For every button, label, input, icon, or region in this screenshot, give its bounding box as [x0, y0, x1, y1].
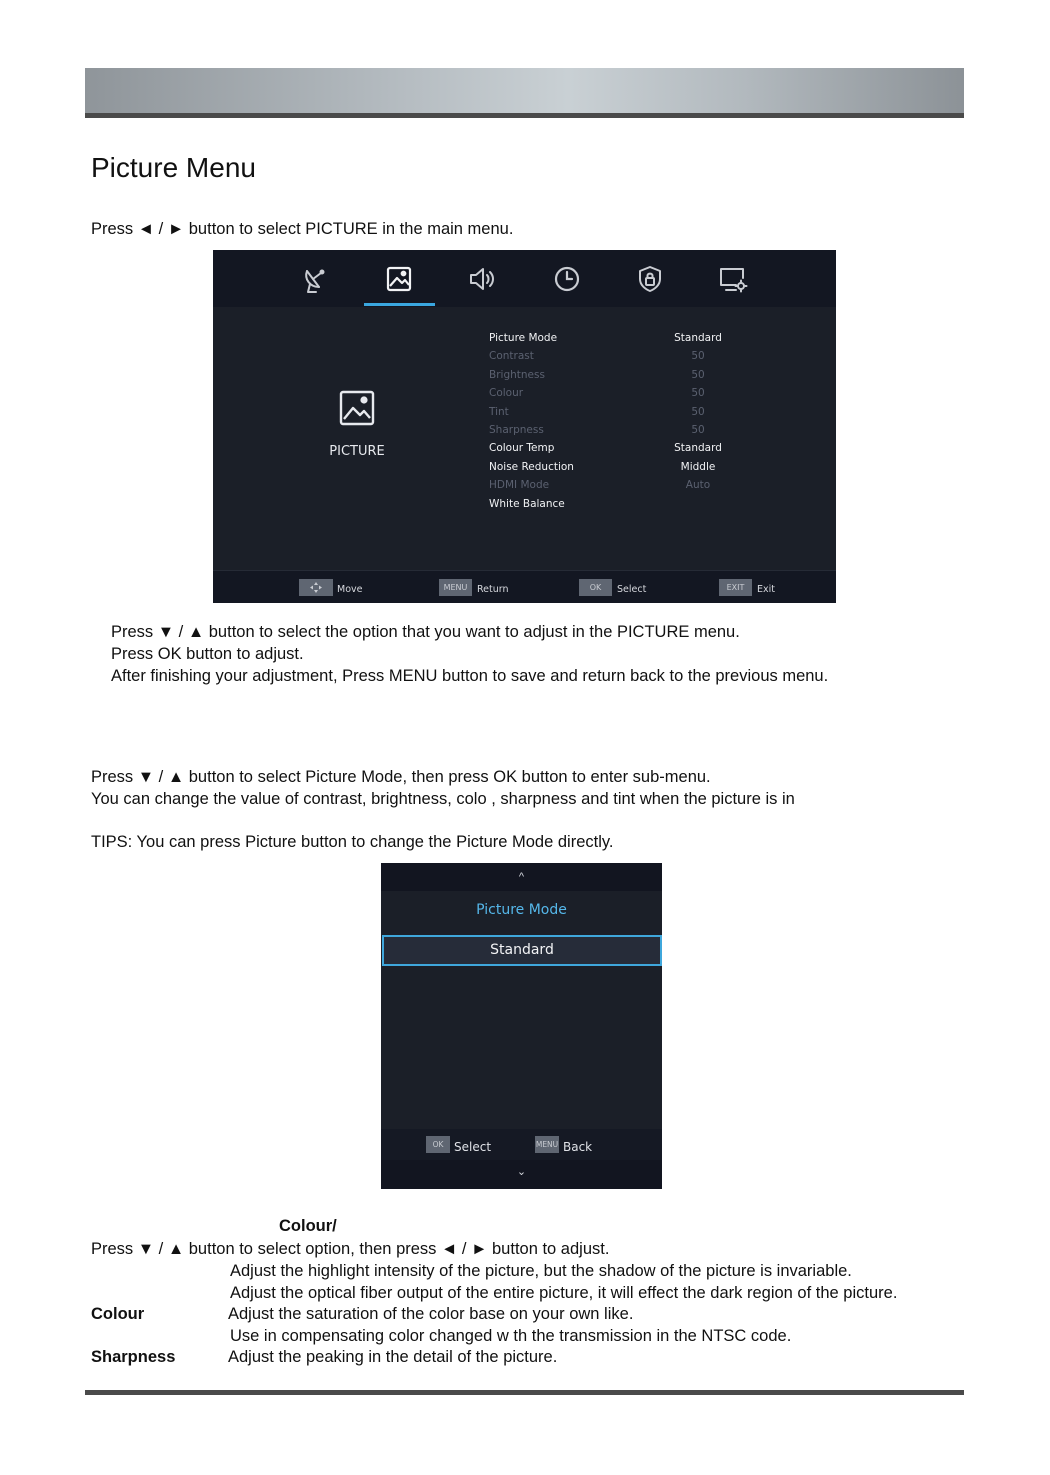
active-tab-indicator: [364, 303, 435, 306]
section-label: PICTURE: [329, 444, 385, 459]
select-label: Select: [617, 584, 647, 595]
submenu-footer: [381, 1129, 662, 1160]
colour-heading: Colour/: [279, 1217, 337, 1235]
scroll-up-caret[interactable]: ^: [518, 871, 525, 883]
back-label: Back: [563, 1140, 593, 1154]
step-2: Press OK button to adjust.: [111, 645, 304, 663]
menu-value-colour-temp: Standard: [674, 442, 722, 454]
intro-text: Press ◄ / ► button to select PICTURE in the main menu.: [91, 220, 514, 238]
picture-mode-submenu-screenshot: [381, 863, 662, 1189]
move-label: Move: [337, 584, 363, 595]
definition-text-colour: Adjust the saturation of the color base on your own like.: [228, 1305, 634, 1323]
definition-term-sharpness: Sharpness: [91, 1348, 176, 1366]
ok-key[interactable]: OK: [426, 1136, 450, 1153]
menu-item-colour: Colour: [489, 387, 524, 399]
lock-shield-icon[interactable]: [633, 262, 667, 296]
menu-value-picture-mode: Standard: [674, 332, 722, 344]
move-arrows-icon: [299, 579, 333, 596]
footer-divider: [85, 1390, 964, 1395]
satellite-dish-icon[interactable]: [299, 262, 333, 296]
menu-value-hdmi-mode: Auto: [685, 479, 711, 491]
page-title: Picture Menu: [91, 152, 256, 183]
step-1: Press ▼ / ▲ button to select the option that you want to adjust in the PICTURE menu.: [111, 623, 740, 641]
menu-key[interactable]: MENU: [439, 579, 472, 596]
picture-mode-note: You can change the value of contrast, brightness, colo , sharpness and tint when the picture is in: [91, 790, 795, 808]
speaker-icon[interactable]: [466, 262, 500, 296]
scroll-down-caret[interactable]: ⌄: [516, 1166, 527, 1178]
menu-value-brightness: 50: [691, 369, 705, 381]
menu-item-sharpness: Sharpness: [489, 424, 544, 436]
definition-text-sharpness: Adjust the peaking in the detail of the picture.: [228, 1348, 558, 1366]
menu-value-contrast: 50: [691, 350, 705, 362]
menu-footer: [213, 570, 836, 603]
ok-key[interactable]: OK: [579, 579, 612, 596]
header-divider: [85, 113, 964, 118]
menu-key[interactable]: MENU: [535, 1136, 559, 1153]
picture-icon: [339, 390, 375, 426]
menu-item-tint: Tint: [489, 406, 509, 418]
move-key: [299, 579, 333, 596]
menu-value-noise-reduction: Middle: [680, 461, 716, 473]
step-3: After finishing your adjustment, Press MENU button to save and return back to the previous menu.: [111, 667, 829, 685]
definition-text-4: Use in compensating color changed w th the transmission in the NTSC code.: [230, 1327, 792, 1345]
tips-text: TIPS: You can press Picture button to change the Picture Mode directly.: [91, 833, 614, 851]
tv-picture-menu-screenshot: [213, 250, 836, 603]
menu-item-white-balance[interactable]: White Balance: [489, 498, 565, 510]
menu-item-colour-temp[interactable]: Colour Temp: [489, 442, 555, 454]
header-banner: [85, 68, 964, 113]
submenu-title: Picture Mode: [476, 902, 567, 918]
picture-mode-instruction: Press ▼ / ▲ button to select Picture Mode, then press OK button to enter sub-menu.: [91, 768, 711, 786]
exit-label: Exit: [757, 584, 775, 595]
picture-icon[interactable]: [382, 262, 416, 296]
menu-item-contrast: Contrast: [489, 350, 534, 362]
adjust-instruction: Press ▼ / ▲ button to select option, then press ◄ / ► button to adjust.: [91, 1240, 610, 1258]
menu-value-tint: 50: [691, 406, 705, 418]
clock-icon[interactable]: [550, 262, 584, 296]
return-label: Return: [477, 584, 509, 595]
definition-text-1: Adjust the highlight intensity of the picture, but the shadow of the picture is invariable.: [230, 1262, 852, 1280]
menu-item-noise-reduction[interactable]: Noise Reduction: [489, 461, 574, 473]
exit-key[interactable]: EXIT: [719, 579, 752, 596]
menu-top-bar: [213, 250, 836, 307]
select-label: Select: [454, 1140, 492, 1154]
monitor-settings-icon[interactable]: [716, 262, 750, 296]
selected-mode-option[interactable]: Standard: [382, 935, 662, 966]
menu-item-picture-mode[interactable]: Picture Mode: [489, 332, 558, 344]
definition-term-colour: Colour: [91, 1305, 145, 1323]
menu-item-brightness: Brightness: [489, 369, 545, 381]
menu-value-sharpness: 50: [691, 424, 705, 436]
menu-value-colour: 50: [691, 387, 705, 399]
menu-item-hdmi-mode: HDMI Mode: [489, 479, 550, 491]
definition-text-2: Adjust the optical fiber output of the entire picture, it will effect the dark region of the picture.: [230, 1284, 898, 1302]
